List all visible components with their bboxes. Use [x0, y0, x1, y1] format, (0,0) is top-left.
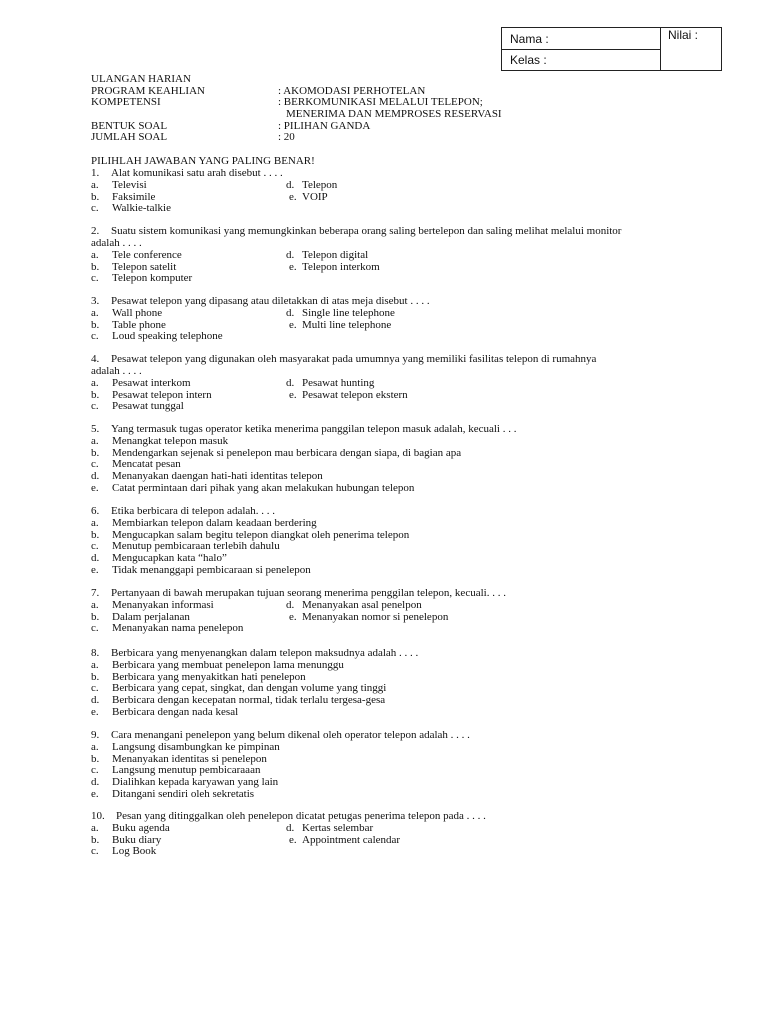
option-letter: c. — [91, 682, 99, 695]
jumlah-soal-label: JUMLAH SOAL — [91, 131, 168, 143]
option-letter: c. — [91, 622, 99, 635]
option-text: Mencatat pesan — [112, 458, 181, 471]
program-value: : AKOMODASI PERHOTELAN — [278, 85, 426, 97]
option-text: Mendengarkan sejenak si penelepon mau berbicara dengan siapa, di bagian apa — [112, 446, 462, 459]
option-letter: a. — [91, 249, 99, 261]
option-text: Pesawat telepon intern — [112, 388, 212, 401]
question-text-continued: adalah . . . . — [91, 365, 142, 377]
question-number: 9. — [91, 729, 100, 741]
nama-label: Nama : — [510, 32, 549, 46]
option-text: VOIP — [302, 190, 328, 203]
option-text: Menutup pembicaraan terlebih dahulu — [112, 540, 280, 553]
option-letter: a. — [91, 659, 99, 671]
option-letter: b. — [91, 260, 100, 273]
option-letter: b. — [91, 833, 100, 846]
question-number: 10. — [91, 810, 105, 822]
option-letter: b. — [91, 190, 100, 203]
option-text: Kertas selembar — [302, 822, 374, 834]
option-letter: d. — [91, 694, 100, 707]
option-letter: b. — [91, 610, 100, 623]
question-text-continued: adalah . . . . — [91, 237, 142, 249]
option-text: Menanyakan daengan hati-hati identitas telepon — [112, 470, 323, 483]
option-text: Catat permintaan dari pihak yang akan melakukan hubungan telepon — [112, 481, 415, 494]
kompetensi-value-2: MENERIMA DAN MEMPROSES RESERVASI — [286, 108, 502, 120]
question-text: Yang termasuk tugas operator ketika menerima panggilan telepon masuk adalah, kecuali . . . — [111, 423, 517, 435]
question-text: Etika berbicara di telepon adalah. . . . — [111, 505, 276, 517]
option-letter: e. — [289, 388, 297, 401]
option-letter: d. — [91, 552, 100, 565]
option-text: Buku agenda — [112, 822, 170, 834]
bentuk-soal-value: : PILIHAN GANDA — [278, 120, 371, 132]
option-letter: a. — [91, 599, 99, 611]
option-letter: d. — [286, 822, 295, 834]
question-number: 6. — [91, 505, 100, 517]
nama-cell — [502, 28, 661, 50]
option-letter: b. — [91, 670, 100, 683]
option-text: Menanyakan informasi — [112, 599, 214, 611]
option-letter: d. — [286, 599, 295, 611]
option-text: Pesawat hunting — [302, 377, 375, 389]
option-letter: e. — [91, 481, 99, 494]
jumlah-soal-value: : 20 — [278, 131, 295, 143]
option-letter: c. — [91, 400, 99, 413]
option-letter: c. — [91, 845, 99, 858]
question-number: 8. — [91, 647, 100, 659]
option-letter: e. — [289, 190, 297, 203]
option-letter: c. — [91, 272, 99, 285]
option-letter: e. — [289, 260, 297, 273]
option-letter: e. — [289, 833, 297, 846]
option-text: Telepon digital — [302, 249, 369, 261]
option-text: Faksimile — [112, 190, 156, 203]
option-text: Pesawat interkom — [112, 377, 191, 389]
option-text: Langsung disambungkan ke pimpinan — [112, 741, 280, 753]
question-text: Alat komunikasi satu arah disebut . . . . — [111, 167, 283, 179]
option-letter: e. — [289, 610, 297, 623]
option-text: Buku diary — [112, 833, 162, 846]
kelas-cell — [502, 50, 661, 71]
option-letter: c. — [91, 458, 99, 471]
option-letter: b. — [91, 528, 100, 541]
option-text: Berbicara dengan nada kesal — [112, 705, 239, 718]
option-letter: a. — [91, 517, 99, 529]
option-text: Pesawat tunggal — [112, 400, 184, 413]
option-text: Berbicara dengan kecepatan normal, tidak terlalu tergesa-gesa — [112, 694, 386, 707]
option-text: Table phone — [112, 318, 166, 331]
option-text: Menanyakan nomor si penelepon — [302, 610, 449, 623]
option-letter: a. — [91, 179, 99, 191]
option-text: Langsung menutup pembicaraaan — [112, 764, 261, 777]
option-text: Tele conference — [112, 249, 182, 261]
kompetensi-value: : BERKOMUNIKASI MELALUI TELEPON; — [278, 96, 483, 108]
option-text: Dalam perjalanan — [112, 610, 190, 623]
identity-box — [501, 27, 722, 71]
question-text: Cara menangani penelepon yang belum dikenal oleh operator telepon adalah . . . . — [111, 729, 470, 741]
program-label: PROGRAM KEAHLIAN — [91, 85, 205, 97]
option-letter: e. — [91, 787, 99, 800]
option-letter: a. — [91, 435, 99, 447]
option-text: Menanyakan asal penelpon — [302, 599, 422, 611]
option-text: Berbicara yang cepat, singkat, dan dengan volume yang tinggi — [112, 682, 387, 695]
option-letter: d. — [286, 179, 295, 191]
question-text: Berbicara yang menyenangkan dalam telepon maksudnya adalah . . . . — [111, 647, 419, 659]
question-number: 2. — [91, 225, 100, 237]
option-text: Telepon — [302, 179, 338, 191]
option-text: Mengucapkan kata “halo” — [112, 552, 227, 565]
option-text: Telepon satelit — [112, 260, 177, 273]
option-text: Walkie-talkie — [112, 202, 171, 215]
option-text: Dialihkan kepada karyawan yang lain — [112, 776, 279, 789]
option-letter: b. — [91, 388, 100, 401]
option-text: Multi line telephone — [302, 318, 392, 331]
nilai-label: Nilai : — [668, 28, 699, 42]
option-letter: b. — [91, 318, 100, 331]
option-letter: a. — [91, 307, 99, 319]
option-letter: c. — [91, 540, 99, 553]
question-text: Pesan yang ditinggalkan oleh penelepon dicatat petugas penerima telepon pada . . . . — [116, 810, 486, 822]
option-text: Pesawat telepon ekstern — [302, 388, 408, 401]
option-text: Menanyakan identitas si penelepon — [112, 752, 267, 765]
question-text: Pertanyaan di bawah merupakan tujuan seorang menerima penggilan telepon, kecuali. . . . — [111, 587, 506, 599]
option-text: Menangkat telepon masuk — [112, 435, 229, 447]
option-letter: c. — [91, 764, 99, 777]
option-text: Televisi — [112, 179, 147, 191]
option-letter: e. — [289, 318, 297, 331]
bentuk-soal-label: BENTUK SOAL — [91, 120, 168, 132]
instruction: PILIHLAH JAWABAN YANG PALING BENAR! — [91, 155, 315, 167]
option-text: Membiarkan telepon dalam keadaan berdering — [112, 517, 317, 529]
kompetensi-label: KOMPETENSI — [91, 96, 161, 108]
option-text: Appointment calendar — [302, 833, 401, 846]
option-letter: c. — [91, 202, 99, 215]
option-letter: d. — [286, 307, 295, 319]
option-text: Menanyakan nama penelepon — [112, 622, 244, 635]
option-text: Wall phone — [112, 307, 163, 319]
kelas-label: Kelas : — [510, 53, 547, 67]
option-letter: d. — [91, 470, 100, 483]
option-letter: b. — [91, 446, 100, 459]
exam-title: ULANGAN HARIAN — [91, 73, 191, 85]
option-letter: a. — [91, 377, 99, 389]
option-letter: e. — [91, 563, 99, 576]
question-text: Pesawat telepon yang dipasang atau diletakkan di atas meja disebut . . . . — [111, 295, 430, 307]
option-letter: a. — [91, 822, 99, 834]
option-text: Berbicara yang menyakitkan hati penelepon — [112, 670, 306, 683]
question-number: 3. — [91, 295, 100, 307]
option-text: Log Book — [112, 845, 157, 858]
question-text: Suatu sistem komunikasi yang memungkinkan beberapa orang saling bertelepon dan saling melihat melalui monitor — [111, 225, 622, 237]
option-text: Tidak menanggapi pembicaraan si penelepon — [112, 563, 311, 576]
option-text: Mengucapkan salam begitu telepon diangkat oleh penerima telepon — [112, 528, 410, 541]
option-letter: e. — [91, 705, 99, 718]
option-letter: d. — [286, 249, 295, 261]
option-letter: d. — [286, 377, 295, 389]
option-text: Single line telephone — [302, 307, 395, 319]
option-text: Berbicara yang membuat penelepon lama menunggu — [112, 659, 344, 671]
question-number: 4. — [91, 353, 100, 365]
option-text: Telepon komputer — [112, 272, 193, 285]
option-text: Loud speaking telephone — [112, 330, 223, 343]
option-text: Ditangani sendiri oleh sekretatis — [112, 787, 255, 800]
option-text: Telepon interkom — [302, 260, 380, 273]
option-letter: b. — [91, 752, 100, 765]
question-number: 7. — [91, 587, 100, 599]
option-letter: c. — [91, 330, 99, 343]
option-letter: a. — [91, 741, 99, 753]
option-letter: d. — [91, 776, 100, 789]
question-number: 1. — [91, 167, 100, 179]
question-text: Pesawat telepon yang digunakan oleh masyarakat pada umumnya yang memiliki fasilitas telepon di rumahnya — [111, 353, 597, 365]
question-number: 5. — [91, 423, 100, 435]
